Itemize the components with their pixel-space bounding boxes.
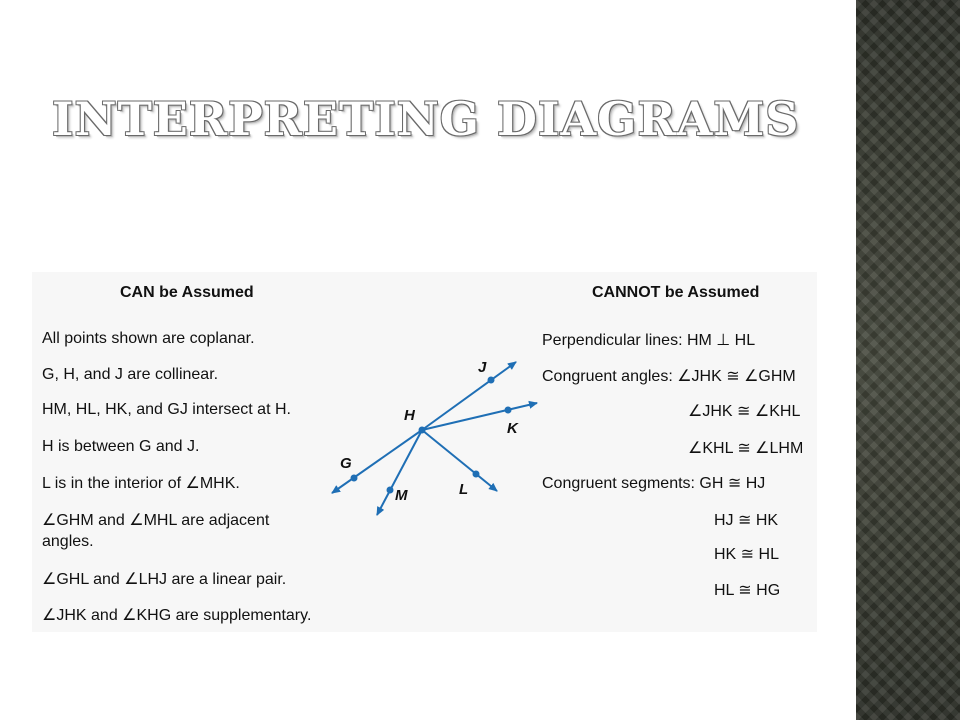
ray-diagram: [32, 272, 817, 632]
assumptions-table: [32, 272, 817, 632]
label-m: M: [395, 487, 408, 504]
point-h: [419, 427, 426, 434]
can-item: ∠JHK and ∠KHG are supplementary.: [42, 607, 312, 624]
can-item: ∠GHM and ∠MHL are adjacent: [42, 512, 270, 529]
cannot-item: ∠KHL ≅ ∠LHM: [688, 440, 804, 457]
cannot-item: HJ ≅ HK: [714, 512, 779, 529]
can-item: G, H, and J are collinear.: [42, 366, 219, 383]
point-l: [473, 471, 480, 478]
cannot-item: Perpendicular lines: HM ⊥ HL: [542, 332, 756, 349]
can-item: L is in the interior of ∠MHK.: [42, 475, 240, 492]
rays: [332, 362, 537, 515]
decorative-side-strip: [856, 0, 960, 720]
point-j: [488, 377, 495, 384]
cannot-item: Congruent angles: ∠JHK ≅ ∠GHM: [542, 368, 796, 385]
can-item: angles.: [42, 533, 94, 550]
can-header: CAN be Assumed: [120, 284, 254, 301]
can-item: ∠GHL and ∠LHJ are a linear pair.: [42, 571, 287, 588]
can-item: HM, HL, HK, and GJ intersect at H.: [42, 401, 291, 418]
label-j: J: [478, 359, 487, 376]
cannot-item: ∠JHK ≅ ∠KHL: [688, 403, 801, 420]
label-k: K: [507, 420, 518, 437]
point-g: [351, 475, 358, 482]
point-m: [387, 487, 394, 494]
cannot-item: HL ≅ HG: [714, 582, 781, 599]
slide-title: INTERPRETING DIAGRAMS: [52, 92, 800, 146]
can-item: H is between G and J.: [42, 438, 200, 455]
label-g: G: [340, 455, 352, 472]
point-k: [505, 407, 512, 414]
cannot-item: HK ≅ HL: [714, 546, 779, 563]
can-item: All points shown are coplanar.: [42, 330, 255, 347]
points: [351, 377, 512, 494]
label-h: H: [404, 407, 415, 424]
cannot-item: Congruent segments: GH ≅ HJ: [542, 475, 766, 492]
label-l: L: [459, 481, 469, 498]
cannot-header: CANNOT be Assumed: [592, 284, 760, 301]
